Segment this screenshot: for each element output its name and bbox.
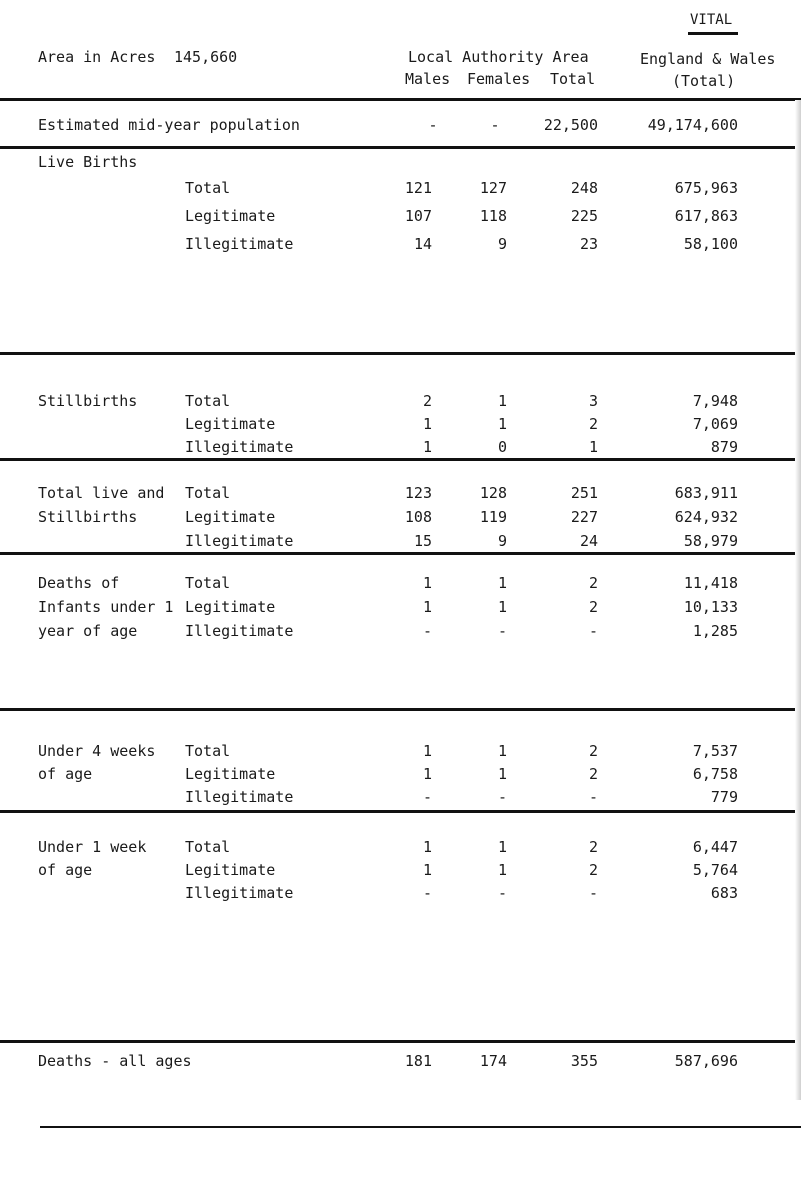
section-title: Under 1 week	[38, 838, 147, 856]
cell-males: 1	[422, 598, 432, 616]
row-label: Legitimate	[185, 861, 276, 879]
divider	[0, 1040, 801, 1043]
cell-ew: 10,133	[683, 598, 738, 616]
cell-total: -	[588, 884, 598, 902]
cell-ew: 5,764	[692, 861, 738, 879]
row-label: Total	[185, 742, 231, 760]
section-title: Infants under 1	[38, 598, 174, 616]
cell-ew: 1,285	[692, 622, 738, 640]
divider	[0, 146, 801, 149]
cell-females: 1	[497, 742, 507, 760]
cell-females: 1	[497, 861, 507, 879]
cell-males: 14	[413, 235, 432, 253]
cell-ew: 779	[710, 788, 738, 806]
england-wales-total-heading: (Total)	[672, 72, 736, 90]
cell-ew: 7,537	[692, 742, 738, 760]
area-value: 145,660	[174, 48, 238, 66]
area-label: Area in Acres	[38, 48, 156, 66]
cell-ew: 617,863	[674, 207, 738, 225]
row-label: Illegitimate	[185, 438, 294, 456]
local-authority-heading: Local Authority Area	[408, 48, 589, 66]
row-label: Total	[185, 179, 231, 197]
cell-females: 127	[479, 179, 507, 197]
cell-males: 107	[404, 207, 432, 225]
cell-total: 2	[588, 861, 598, 879]
cell-total: 23	[579, 235, 598, 253]
row-label: Total	[185, 574, 231, 592]
cell-females: 0	[497, 438, 507, 456]
divider	[0, 810, 801, 813]
england-wales-heading: England & Wales	[640, 50, 776, 68]
row-label: Total	[185, 838, 231, 856]
cell-males: -	[422, 884, 432, 902]
page-edge-shadow	[795, 100, 801, 1100]
deaths-ew: 587,696	[674, 1052, 738, 1070]
cell-total: 227	[570, 508, 598, 526]
divider	[0, 458, 801, 461]
cell-females: 1	[497, 765, 507, 783]
vital-heading: VITAL	[690, 12, 733, 28]
cell-males: -	[422, 788, 432, 806]
cell-females: 1	[497, 598, 507, 616]
divider	[0, 552, 801, 555]
row-label: Legitimate	[185, 765, 276, 783]
row-label: Illegitimate	[185, 532, 294, 550]
cell-ew: 879	[710, 438, 738, 456]
cell-males: 1	[422, 415, 432, 433]
row-label: Legitimate	[185, 598, 276, 616]
row-label: Legitimate	[185, 207, 276, 225]
row-label: Illegitimate	[185, 884, 294, 902]
cell-total: 248	[570, 179, 598, 197]
cell-males: 15	[413, 532, 432, 550]
cell-total: 24	[579, 532, 598, 550]
section-title: of age	[38, 861, 93, 879]
cell-total: 2	[588, 765, 598, 783]
cell-females: 118	[479, 207, 507, 225]
cell-females: 9	[497, 532, 507, 550]
cell-males: 108	[404, 508, 432, 526]
cell-males: 2	[422, 392, 432, 410]
cell-ew: 6,447	[692, 838, 738, 856]
population-males: -	[428, 116, 438, 134]
divider	[0, 98, 801, 101]
cell-males: 1	[422, 861, 432, 879]
vital-underline	[688, 32, 738, 35]
cell-total: 2	[588, 838, 598, 856]
cell-ew: 6,758	[692, 765, 738, 783]
cell-females: 1	[497, 838, 507, 856]
section-title: of age	[38, 765, 93, 783]
cell-females: 119	[479, 508, 507, 526]
cell-females: 9	[497, 235, 507, 253]
males-heading: Males	[405, 70, 451, 88]
cell-total: 225	[570, 207, 598, 225]
section-title: Deaths of	[38, 574, 120, 592]
population-label: Estimated mid-year population	[38, 116, 300, 134]
cell-females: 1	[497, 574, 507, 592]
cell-males: 1	[422, 765, 432, 783]
cell-males: 121	[404, 179, 432, 197]
deaths-females: 174	[479, 1052, 507, 1070]
cell-total: 2	[588, 598, 598, 616]
cell-males: 123	[404, 484, 432, 502]
cell-ew: 11,418	[683, 574, 738, 592]
cell-males: -	[422, 622, 432, 640]
cell-males: 1	[422, 574, 432, 592]
divider	[0, 352, 801, 355]
population-females: -	[490, 116, 500, 134]
cell-total: 1	[588, 438, 598, 456]
divider	[40, 1126, 801, 1128]
divider	[0, 708, 801, 711]
cell-ew: 7,948	[692, 392, 738, 410]
cell-females: 1	[497, 392, 507, 410]
deaths-males: 181	[404, 1052, 432, 1070]
cell-females: -	[497, 622, 507, 640]
cell-females: 1	[497, 415, 507, 433]
cell-ew: 7,069	[692, 415, 738, 433]
section-title: Under 4 weeks	[38, 742, 156, 760]
cell-females: -	[497, 788, 507, 806]
females-heading: Females	[467, 70, 531, 88]
row-label: Total	[185, 484, 231, 502]
cell-males: 1	[422, 438, 432, 456]
row-label: Total	[185, 392, 231, 410]
section-title: Stillbirths	[38, 508, 138, 526]
cell-ew: 675,963	[674, 179, 738, 197]
section-title: Total live and	[38, 484, 165, 502]
cell-total: 2	[588, 415, 598, 433]
cell-total: 251	[570, 484, 598, 502]
row-label: Legitimate	[185, 508, 276, 526]
row-label: Illegitimate	[185, 235, 294, 253]
section-title: year of age	[38, 622, 138, 640]
row-label: Legitimate	[185, 415, 276, 433]
section-title: Live Births	[38, 153, 138, 171]
cell-females: 128	[479, 484, 507, 502]
row-label: Illegitimate	[185, 622, 294, 640]
cell-ew: 683,911	[674, 484, 738, 502]
cell-total: -	[588, 622, 598, 640]
cell-total: 2	[588, 574, 598, 592]
cell-ew: 683	[710, 884, 738, 902]
cell-females: -	[497, 884, 507, 902]
deaths-all-ages-label: Deaths - all ages	[38, 1052, 192, 1070]
total-heading: Total	[550, 70, 596, 88]
cell-ew: 624,932	[674, 508, 738, 526]
cell-ew: 58,100	[683, 235, 738, 253]
cell-males: 1	[422, 742, 432, 760]
deaths-total: 355	[570, 1052, 598, 1070]
population-ew: 49,174,600	[647, 116, 738, 134]
cell-total: 3	[588, 392, 598, 410]
row-label: Illegitimate	[185, 788, 294, 806]
section-title: Stillbirths	[38, 392, 138, 410]
population-total: 22,500	[543, 116, 598, 134]
cell-males: 1	[422, 838, 432, 856]
cell-ew: 58,979	[683, 532, 738, 550]
cell-total: -	[588, 788, 598, 806]
cell-total: 2	[588, 742, 598, 760]
